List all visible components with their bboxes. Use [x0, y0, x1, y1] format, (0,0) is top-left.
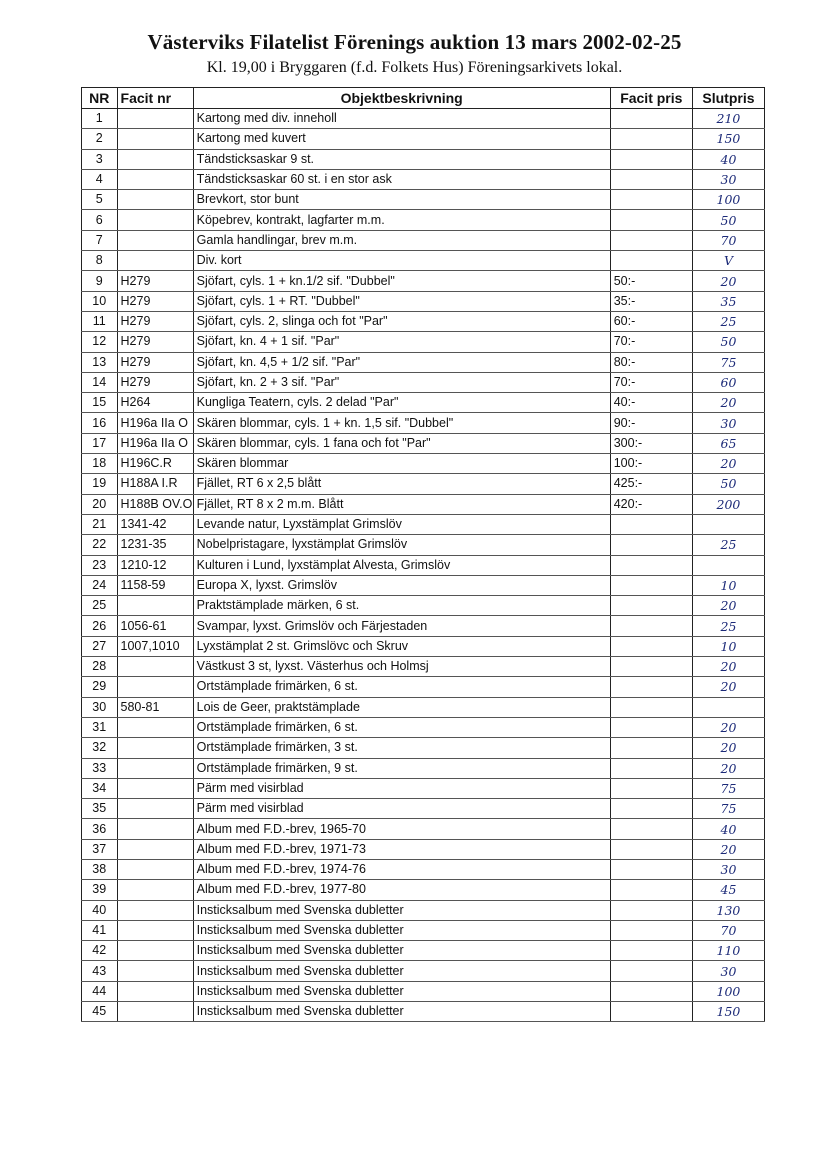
cell-nr: 43 — [82, 961, 118, 981]
cell-description: Sjöfart, cyls. 1 + RT. "Dubbel" — [193, 291, 610, 311]
cell-facit-nr — [117, 839, 193, 859]
cell-facit-price: 420:- — [610, 494, 692, 514]
cell-facit-price — [610, 859, 692, 879]
cell-nr: 4 — [82, 169, 118, 189]
cell-description: Kartong med kuvert — [193, 129, 610, 149]
cell-final-price: 75 — [692, 778, 764, 798]
cell-description: Ortstämplade frimärken, 6 st. — [193, 677, 610, 697]
cell-facit-nr — [117, 596, 193, 616]
cell-description: Fjället, RT 8 x 2 m.m. Blått — [193, 494, 610, 514]
cell-description: Insticksalbum med Svenska dubletter — [193, 920, 610, 940]
cell-facit-price — [610, 230, 692, 250]
cell-facit-nr: 1007,1010 — [117, 636, 193, 656]
cell-facit-price: 425:- — [610, 474, 692, 494]
cell-facit-nr — [117, 920, 193, 940]
table-row — [82, 575, 765, 595]
cell-final-price: 20 — [692, 717, 764, 737]
auction-table — [81, 87, 765, 1022]
table-row — [82, 109, 765, 129]
cell-facit-nr — [117, 717, 193, 737]
cell-nr: 37 — [82, 839, 118, 859]
cell-facit-nr: 1341-42 — [117, 514, 193, 534]
cell-description: Skären blommar, cyls. 1 + kn. 1,5 sif. "Dubbel" — [193, 413, 610, 433]
cell-facit-nr: H279 — [117, 311, 193, 331]
cell-final-price: 200 — [692, 494, 764, 514]
table-row — [82, 514, 765, 534]
cell-facit-price — [610, 1002, 692, 1022]
cell-nr: 34 — [82, 778, 118, 798]
cell-nr: 25 — [82, 596, 118, 616]
cell-facit-price — [610, 555, 692, 575]
table-row — [82, 819, 765, 839]
cell-facit-nr: 580-81 — [117, 697, 193, 717]
table-row — [82, 190, 765, 210]
cell-nr: 13 — [82, 352, 118, 372]
cell-facit-price — [610, 596, 692, 616]
table-row — [82, 251, 765, 271]
cell-facit-nr — [117, 190, 193, 210]
cell-facit-nr — [117, 758, 193, 778]
cell-description: Kungliga Teatern, cyls. 2 delad "Par" — [193, 393, 610, 413]
cell-final-price: 20 — [692, 271, 764, 291]
cell-facit-nr: H279 — [117, 291, 193, 311]
cell-nr: 38 — [82, 859, 118, 879]
table-row — [82, 839, 765, 859]
cell-facit-price — [610, 616, 692, 636]
table-row — [82, 454, 765, 474]
cell-facit-price — [610, 109, 692, 129]
column-header-final-price: Slutpris — [692, 88, 764, 109]
cell-description: Sjöfart, kn. 4 + 1 sif. "Par" — [193, 332, 610, 352]
table-row — [82, 535, 765, 555]
cell-nr: 19 — [82, 474, 118, 494]
table-row — [82, 230, 765, 250]
cell-nr: 44 — [82, 981, 118, 1001]
table-row — [82, 433, 765, 453]
cell-final-price: 210 — [692, 109, 764, 129]
cell-nr: 23 — [82, 555, 118, 575]
cell-description: Div. kort — [193, 251, 610, 271]
cell-facit-nr: H196C.R — [117, 454, 193, 474]
table-row — [82, 920, 765, 940]
cell-facit-price — [610, 981, 692, 1001]
cell-final-price: 10 — [692, 636, 764, 656]
cell-description: Brevkort, stor bunt — [193, 190, 610, 210]
cell-facit-price — [610, 717, 692, 737]
cell-facit-nr: H196a IIa O — [117, 433, 193, 453]
table-row — [82, 291, 765, 311]
table-row — [82, 332, 765, 352]
table-row — [82, 859, 765, 879]
cell-facit-price — [610, 169, 692, 189]
cell-final-price: 30 — [692, 413, 764, 433]
cell-description: Ortstämplade frimärken, 6 st. — [193, 717, 610, 737]
cell-final-price: 50 — [692, 210, 764, 230]
table-row — [82, 596, 765, 616]
cell-facit-nr — [117, 129, 193, 149]
cell-final-price: 50 — [692, 332, 764, 352]
table-row — [82, 494, 765, 514]
table-row — [82, 657, 765, 677]
table-row — [82, 738, 765, 758]
cell-facit-nr — [117, 169, 193, 189]
cell-final-price: 40 — [692, 819, 764, 839]
cell-final-price — [692, 555, 764, 575]
table-row — [82, 311, 765, 331]
cell-facit-price: 100:- — [610, 454, 692, 474]
cell-nr: 2 — [82, 129, 118, 149]
cell-description: Praktstämplade märken, 6 st. — [193, 596, 610, 616]
cell-description: Tändsticksaskar 9 st. — [193, 149, 610, 169]
cell-facit-price — [610, 920, 692, 940]
cell-final-price — [692, 697, 764, 717]
cell-nr: 27 — [82, 636, 118, 656]
cell-facit-price — [610, 210, 692, 230]
cell-nr: 9 — [82, 271, 118, 291]
table-row — [82, 210, 765, 230]
cell-final-price: 60 — [692, 372, 764, 392]
table-row — [82, 941, 765, 961]
cell-facit-price: 70:- — [610, 372, 692, 392]
cell-facit-price — [610, 900, 692, 920]
table-row — [82, 555, 765, 575]
table-row — [82, 758, 765, 778]
cell-description: Sjöfart, kn. 4,5 + 1/2 sif. "Par" — [193, 352, 610, 372]
cell-facit-nr — [117, 1002, 193, 1022]
cell-final-price: 65 — [692, 433, 764, 453]
cell-nr: 26 — [82, 616, 118, 636]
cell-facit-price — [610, 941, 692, 961]
cell-description: Album med F.D.-brev, 1974-76 — [193, 859, 610, 879]
cell-final-price: 20 — [692, 657, 764, 677]
cell-facit-price — [610, 880, 692, 900]
table-row — [82, 372, 765, 392]
cell-final-price: 20 — [692, 454, 764, 474]
cell-facit-nr — [117, 880, 193, 900]
cell-facit-price — [610, 535, 692, 555]
cell-nr: 6 — [82, 210, 118, 230]
cell-facit-nr — [117, 109, 193, 129]
cell-final-price: 20 — [692, 677, 764, 697]
cell-nr: 32 — [82, 738, 118, 758]
table-row — [82, 149, 765, 169]
cell-facit-nr — [117, 149, 193, 169]
cell-final-price: 130 — [692, 900, 764, 920]
cell-nr: 14 — [82, 372, 118, 392]
cell-final-price: 20 — [692, 839, 764, 859]
cell-description: Insticksalbum med Svenska dubletter — [193, 981, 610, 1001]
cell-nr: 8 — [82, 251, 118, 271]
cell-final-price: V — [692, 251, 764, 271]
cell-final-price: 25 — [692, 311, 764, 331]
cell-nr: 28 — [82, 657, 118, 677]
column-header-facit-price: Facit pris — [610, 88, 692, 109]
cell-description: Insticksalbum med Svenska dubletter — [193, 1002, 610, 1022]
cell-description: Pärm med visirblad — [193, 799, 610, 819]
cell-facit-nr: 1056-61 — [117, 616, 193, 636]
cell-facit-nr: 1210-12 — [117, 555, 193, 575]
cell-facit-price — [610, 190, 692, 210]
table-row — [82, 271, 765, 291]
table-row — [82, 129, 765, 149]
cell-facit-price — [610, 251, 692, 271]
cell-final-price: 20 — [692, 393, 764, 413]
cell-description: Insticksalbum med Svenska dubletter — [193, 961, 610, 981]
cell-description: Levande natur, Lyxstämplat Grimslöv — [193, 514, 610, 534]
cell-facit-price: 50:- — [610, 271, 692, 291]
cell-facit-nr — [117, 778, 193, 798]
cell-facit-nr — [117, 819, 193, 839]
table-row — [82, 352, 765, 372]
cell-description: Kulturen i Lund, lyxstämplat Alvesta, Grimslöv — [193, 555, 610, 575]
cell-facit-price — [610, 677, 692, 697]
cell-facit-nr: H196a IIa O — [117, 413, 193, 433]
cell-facit-price — [610, 758, 692, 778]
cell-facit-nr — [117, 961, 193, 981]
cell-description: Svampar, lyxst. Grimslöv och Färjestaden — [193, 616, 610, 636]
cell-nr: 11 — [82, 311, 118, 331]
table-row — [82, 413, 765, 433]
cell-facit-nr — [117, 657, 193, 677]
cell-nr: 40 — [82, 900, 118, 920]
cell-final-price: 75 — [692, 799, 764, 819]
cell-description: Europa X, lyxst. Grimslöv — [193, 575, 610, 595]
cell-nr: 3 — [82, 149, 118, 169]
cell-final-price: 150 — [692, 1002, 764, 1022]
cell-nr: 33 — [82, 758, 118, 778]
cell-final-price: 100 — [692, 981, 764, 1001]
cell-facit-price — [610, 839, 692, 859]
cell-facit-price — [610, 961, 692, 981]
cell-description: Insticksalbum med Svenska dubletter — [193, 941, 610, 961]
cell-description: Lyxstämplat 2 st. Grimslövc och Skruv — [193, 636, 610, 656]
table-row — [82, 799, 765, 819]
cell-final-price: 70 — [692, 920, 764, 940]
cell-facit-nr: H279 — [117, 271, 193, 291]
cell-description: Västkust 3 st, lyxst. Västerhus och Holmsj — [193, 657, 610, 677]
cell-facit-nr — [117, 859, 193, 879]
cell-nr: 36 — [82, 819, 118, 839]
table-row — [82, 169, 765, 189]
cell-facit-price: 35:- — [610, 291, 692, 311]
cell-final-price: 45 — [692, 880, 764, 900]
cell-final-price: 40 — [692, 149, 764, 169]
cell-facit-nr — [117, 677, 193, 697]
cell-final-price: 100 — [692, 190, 764, 210]
cell-description: Kartong med div. inneholl — [193, 109, 610, 129]
table-row — [82, 697, 765, 717]
cell-nr: 1 — [82, 109, 118, 129]
cell-facit-price — [610, 514, 692, 534]
cell-final-price: 20 — [692, 758, 764, 778]
cell-final-price: 70 — [692, 230, 764, 250]
cell-final-price: 75 — [692, 352, 764, 372]
cell-facit-nr: H279 — [117, 352, 193, 372]
cell-facit-nr: H188B OV.O — [117, 494, 193, 514]
cell-nr: 30 — [82, 697, 118, 717]
cell-description: Skären blommar — [193, 454, 610, 474]
cell-facit-price — [610, 778, 692, 798]
table-row — [82, 981, 765, 1001]
cell-facit-price — [610, 697, 692, 717]
cell-nr: 20 — [82, 494, 118, 514]
cell-description: Album med F.D.-brev, 1965-70 — [193, 819, 610, 839]
table-row — [82, 778, 765, 798]
cell-description: Gamla handlingar, brev m.m. — [193, 230, 610, 250]
cell-facit-price: 90:- — [610, 413, 692, 433]
cell-description: Pärm med visirblad — [193, 778, 610, 798]
cell-description: Skären blommar, cyls. 1 fana och fot "Par" — [193, 433, 610, 453]
cell-description: Ortstämplade frimärken, 9 st. — [193, 758, 610, 778]
table-row — [82, 393, 765, 413]
cell-facit-price: 40:- — [610, 393, 692, 413]
cell-nr: 29 — [82, 677, 118, 697]
cell-description: Ortstämplade frimärken, 3 st. — [193, 738, 610, 758]
cell-facit-price — [610, 799, 692, 819]
page-subtitle: Kl. 19,00 i Bryggaren (f.d. Folkets Hus) Föreningsarkivets lokal. — [206, 59, 623, 76]
cell-facit-price — [610, 738, 692, 758]
page-title: Västerviks Filatelist Förenings auktion 13 mars 2002-02-25 — [147, 30, 682, 54]
table-row — [82, 474, 765, 494]
cell-description: Sjöfart, kn. 2 + 3 sif. "Par" — [193, 372, 610, 392]
cell-nr: 42 — [82, 941, 118, 961]
cell-facit-nr — [117, 941, 193, 961]
cell-description: Tändsticksaskar 60 st. i en stor ask — [193, 169, 610, 189]
cell-nr: 24 — [82, 575, 118, 595]
table-row — [82, 677, 765, 697]
cell-nr: 12 — [82, 332, 118, 352]
cell-description: Nobelpristagare, lyxstämplat Grimslöv — [193, 535, 610, 555]
cell-final-price: 35 — [692, 291, 764, 311]
column-header-description: Objektbeskrivning — [193, 88, 610, 109]
cell-facit-nr: H279 — [117, 332, 193, 352]
column-header-facit-nr: Facit nr — [117, 88, 193, 109]
table-row — [82, 616, 765, 636]
cell-facit-price — [610, 819, 692, 839]
cell-facit-price: 300:- — [610, 433, 692, 453]
cell-facit-nr: H264 — [117, 393, 193, 413]
cell-facit-nr — [117, 981, 193, 1001]
cell-final-price: 10 — [692, 575, 764, 595]
table-row — [82, 717, 765, 737]
cell-nr: 22 — [82, 535, 118, 555]
cell-facit-nr: 1158-59 — [117, 575, 193, 595]
cell-nr: 7 — [82, 230, 118, 250]
cell-facit-nr — [117, 738, 193, 758]
cell-facit-nr — [117, 230, 193, 250]
cell-nr: 35 — [82, 799, 118, 819]
cell-final-price: 110 — [692, 941, 764, 961]
cell-nr: 17 — [82, 433, 118, 453]
cell-description: Fjället, RT 6 x 2,5 blått — [193, 474, 610, 494]
cell-facit-price — [610, 636, 692, 656]
cell-facit-price — [610, 149, 692, 169]
table-row — [82, 636, 765, 656]
cell-nr: 41 — [82, 920, 118, 940]
cell-nr: 31 — [82, 717, 118, 737]
column-header-nr: NR — [82, 88, 118, 109]
table-row — [82, 1002, 765, 1022]
cell-final-price: 30 — [692, 961, 764, 981]
table-header-row — [82, 88, 765, 109]
cell-description: Lois de Geer, praktstämplade — [193, 697, 610, 717]
cell-facit-price — [610, 575, 692, 595]
cell-facit-nr: 1231-35 — [117, 535, 193, 555]
table-row — [82, 961, 765, 981]
cell-nr: 5 — [82, 190, 118, 210]
table-row — [82, 880, 765, 900]
cell-nr: 10 — [82, 291, 118, 311]
cell-facit-price — [610, 129, 692, 149]
cell-facit-price: 60:- — [610, 311, 692, 331]
cell-nr: 45 — [82, 1002, 118, 1022]
cell-facit-nr — [117, 210, 193, 230]
cell-facit-price: 80:- — [610, 352, 692, 372]
cell-final-price: 50 — [692, 474, 764, 494]
cell-facit-nr — [117, 799, 193, 819]
cell-final-price: 25 — [692, 616, 764, 636]
table-row — [82, 900, 765, 920]
cell-nr: 39 — [82, 880, 118, 900]
cell-facit-price — [610, 657, 692, 677]
cell-description: Insticksalbum med Svenska dubletter — [193, 900, 610, 920]
cell-description: Köpebrev, kontrakt, lagfarter m.m. — [193, 210, 610, 230]
cell-final-price: 20 — [692, 738, 764, 758]
cell-final-price: 25 — [692, 535, 764, 555]
cell-final-price — [692, 514, 764, 534]
cell-final-price: 20 — [692, 596, 764, 616]
cell-nr: 15 — [82, 393, 118, 413]
cell-facit-nr — [117, 251, 193, 271]
cell-description: Sjöfart, cyls. 1 + kn.1/2 sif. "Dubbel" — [193, 271, 610, 291]
cell-description: Album med F.D.-brev, 1971-73 — [193, 839, 610, 859]
cell-final-price: 30 — [692, 169, 764, 189]
cell-facit-price: 70:- — [610, 332, 692, 352]
cell-description: Album med F.D.-brev, 1977-80 — [193, 880, 610, 900]
cell-facit-nr: H279 — [117, 372, 193, 392]
cell-final-price: 150 — [692, 129, 764, 149]
cell-facit-nr — [117, 900, 193, 920]
cell-nr: 16 — [82, 413, 118, 433]
cell-final-price: 30 — [692, 859, 764, 879]
cell-facit-nr: H188A I.R — [117, 474, 193, 494]
cell-description: Sjöfart, cyls. 2, slinga och fot "Par" — [193, 311, 610, 331]
cell-nr: 18 — [82, 454, 118, 474]
cell-nr: 21 — [82, 514, 118, 534]
